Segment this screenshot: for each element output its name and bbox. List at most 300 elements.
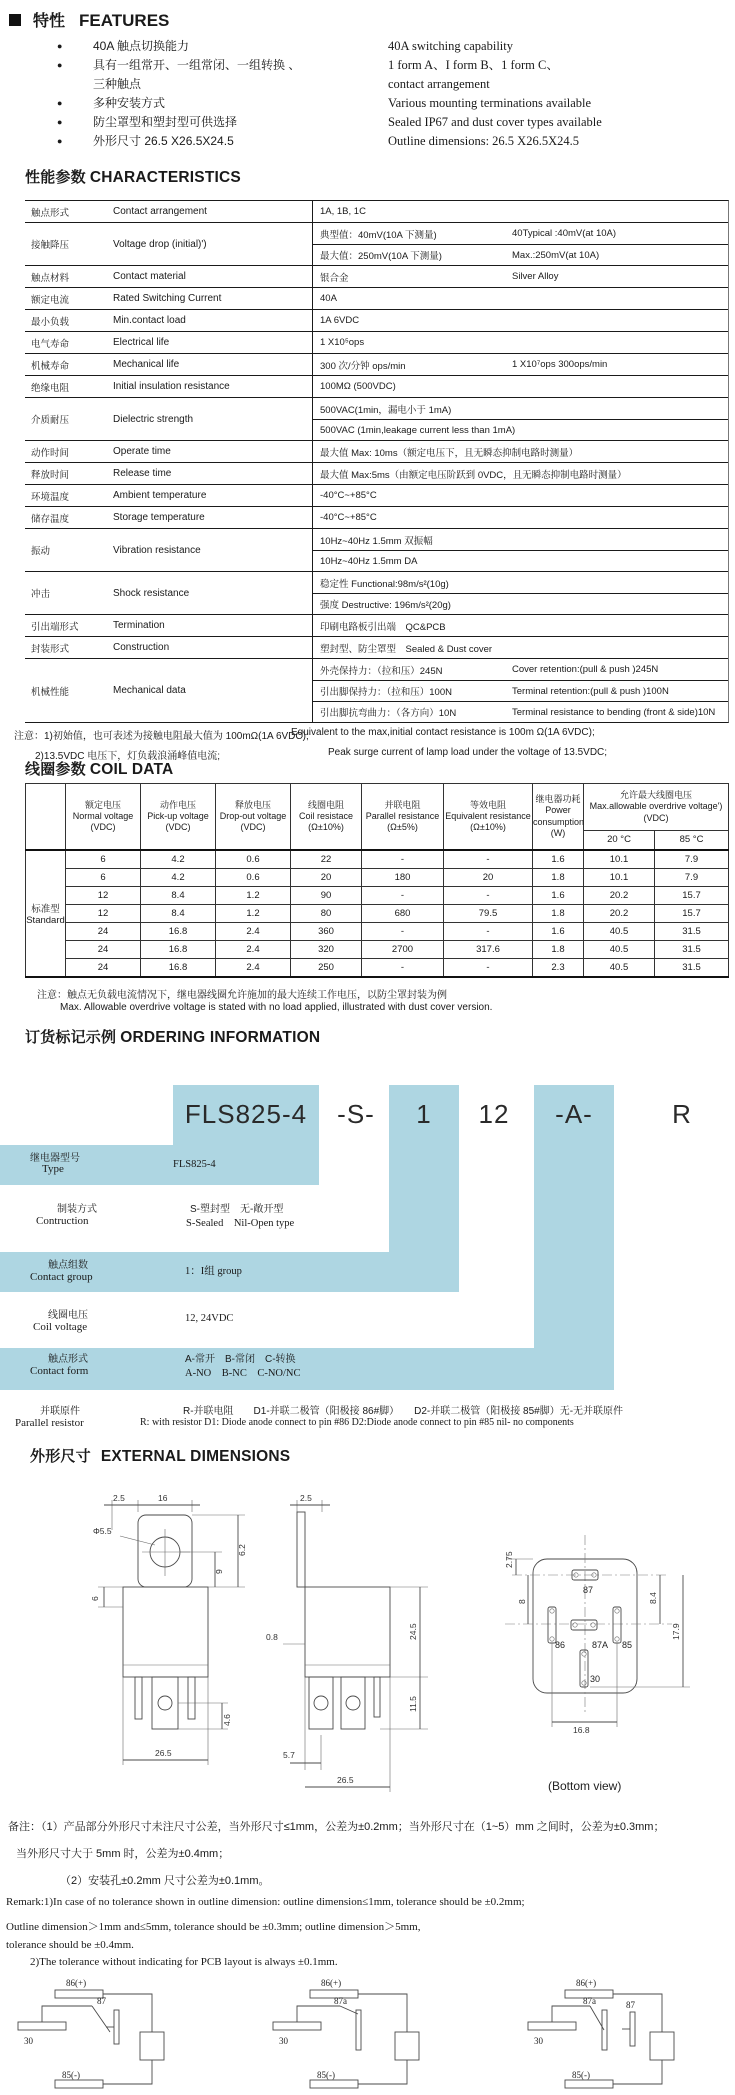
char-value-cell: 最大值：250mV(10A 下测量) [320,251,442,262]
char-value-row [313,419,728,440]
characteristics-note2-en: Peak surge current of lamp load under the voltage of 13.5VDC; [328,747,608,758]
coil-value-cell: 20 [291,869,362,887]
code-segment-form: -A- [555,1098,593,1129]
ordering-form-desc-zh: A-常开 B-常闭 C-转换 [185,1354,296,1365]
char-value-row [313,701,728,722]
char-label-zh: 额定电流 [31,294,70,306]
char-table-row [25,265,728,287]
coil-value-cell: - [444,959,533,978]
char-label-zh: 引出端形式 [31,621,79,633]
ordering-title-zh: 订货标记示例 [25,1029,117,1046]
char-value-cell: 100MΩ (500VDC) [320,381,396,392]
char-value-row [313,376,728,397]
coil-value-cell: 1.6 [533,850,584,869]
char-row-values [312,201,728,222]
coil-value-cell: 6 [66,869,141,887]
char-row-values [312,637,728,658]
ordering-title-en: ORDERING INFORMATION [120,1029,321,1046]
characteristics-title-zh: 性能参数 [25,169,86,186]
coil-header-dropout-zh: 释放电压 [234,799,271,810]
coil-value-cell: 79.5 [444,905,533,923]
ordering-form-zh: 触点形式 [48,1354,88,1365]
coil-header-group [26,784,66,851]
char-label-zh: 环境温度 [31,491,70,503]
char-label-en: Storage temperature [113,512,205,523]
d1-label-87: 87 [97,1996,106,2006]
char-label-zh: 接触降压 [31,240,70,251]
coil-value-cell: - [444,850,533,869]
char-value-row [313,680,728,701]
char-value-cell: 最大值 Max:5ms（由额定电压阶跃到 0VDC，且无瞬态抑制电路时测量） [320,469,627,481]
char-row-labels [25,659,312,722]
bullet-icon: ● [57,41,63,51]
coil-value-cell: 1.8 [533,905,584,923]
coil-header-coilres-unit: (Ω±10%) [308,822,344,833]
coil-value-cell: 10.1 [584,869,655,887]
char-label-en: Termination [113,620,165,631]
char-value-row [313,244,728,265]
section-square-icon [9,14,21,26]
coil-value-cell: 7.9 [655,850,729,869]
char-row-labels [25,463,312,484]
char-row-labels [25,485,312,506]
coil-table-row [26,850,729,869]
coil-value-cell: 2.4 [216,959,291,978]
bottom-view-drawing [504,1535,690,1793]
coil-value-cell: 250 [291,959,362,978]
char-value-cell: -40°C~+85°C [320,512,377,523]
characteristics-note1-en: Equivalent to the max,initial contact resistance is 100m Ω(1A 6VDC); [291,727,595,738]
char-value-cell: 强度 Destructive: 196m/s²(20g) [320,600,451,611]
coil-header-eqres-unit: (Ω±10%) [470,822,506,833]
features-header [9,8,169,31]
code-segment-voltage: 12 [478,1098,510,1129]
front-dim-hole: Φ5.5 [93,1526,112,1536]
char-row-labels [25,223,312,265]
char-label-en: Ambient temperature [113,490,207,501]
coil-value-cell: 12 [66,905,141,923]
bullet-icon: ● [57,60,63,70]
side-dim-5-7: 5.7 [283,1750,295,1760]
char-label-zh: 机械性能 [31,686,70,698]
ordering-group-en: Contact group [30,1271,93,1283]
bottom-dim-8: 8 [517,1599,527,1604]
ordering-construction-en: Contruction [36,1215,89,1227]
coil-value-cell: 4.2 [141,850,216,869]
char-value-cell: 外壳保持力：（拉和压）245N [320,665,443,677]
char-value-cell: -40°C~+85°C [320,490,377,501]
front-view-drawing [90,1493,247,1765]
char-row-values [312,485,728,506]
coil-value-cell: 90 [291,887,362,905]
char-label-en: Electrical life [113,337,170,348]
char-value-cell: 1 X10⁵ops [320,337,365,348]
wiring-diagram-form-c [528,1978,674,2088]
char-value-row [313,332,728,353]
coil-value-cell: 0.6 [216,850,291,869]
characteristics-note2-zh: 2)13.5VDC 电压下，灯负载浪涌峰值电流; [35,751,221,762]
bottom-pin-87a-label: 87A [592,1640,609,1650]
coil-value-cell: 317.6 [444,941,533,959]
coil-value-cell: 10.1 [584,850,655,869]
char-row-labels [25,572,312,614]
bottom-dim-17-9: 17.9 [671,1623,681,1640]
coil-header-85c: 85 °C [655,831,729,851]
char-value-row [313,615,728,636]
coil-value-cell: 31.5 [655,923,729,941]
ordering-form-en: Contact form [30,1365,89,1377]
d2-label-87a: 87a [334,1996,347,2006]
coil-header-power-zh: 继电器功耗 [535,794,581,804]
coil-value-cell: 1.8 [533,941,584,959]
char-value-cell: 300 次/分钟 ops/min [320,360,406,372]
char-row-values [312,288,728,309]
coil-value-cell: 15.7 [655,905,729,923]
coil-value-cell: 24 [66,959,141,978]
char-value-cell: 稳定性 Functional:98m/s²(10g) [320,578,449,590]
feature-text-zh: 三种触点 [93,77,142,91]
coil-value-cell: 15.7 [655,887,729,905]
char-row-values [312,398,728,440]
front-dim-16: 16 [158,1493,168,1503]
coil-table-row [26,941,729,959]
side-dim-2-5: 2.5 [300,1493,312,1503]
char-row-values [312,441,728,462]
coil-value-cell: 22 [291,850,362,869]
coil-header-eqres-en: Equivalent resistance [445,810,531,821]
d3-label-86: 86(+) [576,1978,597,1988]
char-value-cell-en: Silver Alloy [512,271,559,282]
ordering-diagram [0,1060,735,1445]
d1-label-85: 85(-) [62,2070,80,2080]
coil-header-20c: 20 °C [584,831,655,851]
ordering-header [25,1026,320,1047]
char-table-row [25,528,728,571]
char-value-row [313,398,728,419]
char-row-values [312,376,728,397]
coil-header-normal-en: Normal voltage [72,810,134,821]
char-row-labels [25,332,312,353]
char-table-row [25,309,728,331]
d1-label-30: 30 [24,2036,33,2046]
code-segment-type: FLS825-4 [184,1098,308,1129]
remark-zh-line1: 备注：（1）产品部分外形尺寸未注尺寸公差，当外形尺寸≤1mm，公差为±0.2mm；当外形尺寸在（1~5）mm 之间时，公差为±0.3mm； [8,1821,665,1833]
char-row-labels [25,288,312,309]
coil-value-cell: 20.2 [584,905,655,923]
char-value-cell: 塑封型、防尘罩型 Sealed & Dust cover [320,643,493,655]
char-value-cell: 引出脚抗弯曲力：（各方向）10N [320,708,457,719]
char-value-cell-en: 1 X10⁷ops 300ops/min [512,359,608,370]
char-label-en: Mechanical life [113,359,180,370]
char-label-en: Min.contact load [113,315,186,326]
side-dim-24-5: 24.5 [408,1623,418,1640]
char-table-row [25,397,728,440]
dimensions-title-zh: 外形尺寸 [30,1448,91,1465]
coil-value-cell: 16.8 [141,959,216,978]
char-label-en: Dielectric strength [113,413,194,425]
char-label-zh: 储存温度 [31,513,70,525]
feature-item [0,75,735,94]
char-label-en: Operate time [113,446,171,457]
ordering-group-zh: 触点组数 [48,1260,88,1271]
coil-table-row [26,959,729,978]
char-value-cell: 500VAC (1min,leakage current less than 1mA) [320,424,516,436]
bottom-dim-16-8: 16.8 [573,1725,590,1735]
char-value-cell: 典型值：40mV(10A 下测量) [320,229,437,241]
d1-label-86: 86(+) [66,1978,87,1988]
ordering-row-band-form [0,1348,614,1390]
coil-value-cell: 12 [66,887,141,905]
bullet-icon: ● [57,98,63,108]
char-row-labels [25,201,312,222]
coil-header-coilres-en: Coil resistace [298,810,354,821]
ordering-parallel-desc-en: R: with resistor D1: Diode anode connect to pin #86 D2:Diode anode connect to pin #85 nil- no components [140,1417,574,1428]
bottom-dim-8-4: 8.4 [648,1592,658,1604]
wiring-diagrams [0,1972,735,2095]
d3-label-87: 87 [626,2000,635,2010]
char-row-values [312,266,728,287]
coil-header-maxv-en: Max.allowable overdrive voltage') (VDC) [589,801,723,823]
d2-label-30: 30 [279,2036,288,2046]
coil-header-dropout-en: Drop-out voltage [219,810,287,821]
feature-item [0,56,735,75]
ordering-voltage-en: Coil voltage [33,1321,88,1333]
ordering-group-desc: 1：I组 group [185,1266,242,1277]
coil-header-maxv-zh: 允许最大线圈电压 [619,790,692,801]
char-label-zh: 触点材料 [31,272,70,284]
char-value-row [313,354,728,375]
feature-text-en: Various mounting terminations available [388,96,592,110]
char-label-zh: 动作时间 [31,447,70,459]
coil-value-cell: 20.2 [584,887,655,905]
remark-zh-line3: （2）安装孔±0.2mm 尺寸公差为±0.1mm。 [60,1875,270,1887]
coil-value-cell: 1.2 [216,905,291,923]
coil-value-cell: 2.4 [216,941,291,959]
coil-header-eqres [444,784,533,851]
front-dim-6-2: 6.2 [237,1544,247,1556]
char-value-cell: 1A, 1B, 1C [320,206,366,217]
char-table-row [25,506,728,528]
coil-value-cell: 16.8 [141,923,216,941]
char-label-zh: 冲击 [31,589,51,600]
coil-group-label-en: Standard [26,915,65,926]
char-label-en: Rated Switching Current [113,293,222,304]
coil-value-cell: 8.4 [141,905,216,923]
ordering-construction-zh: 制装方式 [57,1204,97,1215]
char-value-row [313,550,728,571]
char-row-values [312,463,728,484]
side-dim-26-5: 26.5 [337,1775,354,1785]
coil-value-cell: 24 [66,923,141,941]
front-dim-4-6: 4.6 [222,1714,232,1726]
dimensions-title-en: EXTERNAL DIMENSIONS [100,1448,291,1465]
coil-header-dropout [216,784,291,851]
coil-value-cell: 24 [66,941,141,959]
coil-value-cell: 0.6 [216,869,291,887]
char-value-cell: 印刷电路板引出端 QC&PCB [320,621,446,633]
char-value-row [313,593,728,614]
char-row-labels [25,441,312,462]
ordering-type-zh: 继电器型号 [30,1153,80,1164]
coil-header [25,758,173,779]
coil-value-cell: 2700 [362,941,444,959]
d2-label-86: 86(+) [321,1978,342,1988]
characteristics-note-line1 [14,727,595,742]
coil-table-body [26,850,729,977]
char-value-row [313,463,728,484]
feature-text-zh: 多种安装方式 [93,96,166,110]
char-label-zh: 触点形式 [31,207,70,219]
coil-value-cell: - [362,923,444,941]
feature-text-en: 40A switching capability [388,39,513,53]
coil-group-label-zh: 标准型 [31,904,60,915]
dimensions-header [30,1445,290,1466]
coil-value-cell: 680 [362,905,444,923]
char-table-row [25,201,728,222]
char-table-row [25,375,728,397]
coil-data-table [25,783,729,978]
char-row-values [312,572,728,614]
char-label-zh: 绝缘电阻 [31,382,70,394]
coil-header-parres-zh: 并联电阻 [384,799,421,810]
ordering-parallel-desc-zh: R-并联电阻 D1-并联二极管（阳极接 86#脚） D2-并联二极管（阳极接 85#脚）无-无并联原件 [183,1406,624,1417]
bottom-pin-85-label: 85 [622,1640,633,1650]
char-row-labels [25,637,312,658]
char-value-row [313,201,728,222]
char-label-zh: 最小负载 [31,316,70,328]
characteristics-table [25,200,729,723]
ordering-form-desc-en: A-NO B-NC C-NO/NC [185,1368,301,1379]
coil-value-cell: 8.4 [141,887,216,905]
char-value-row [313,288,728,309]
coil-value-cell: 31.5 [655,959,729,978]
coil-header-normal [66,784,141,851]
d3-label-87a: 87a [583,1996,596,2006]
char-label-en: Vibration resistance [113,544,201,556]
coil-header-normal-zh: 额定电压 [84,799,121,810]
coil-header-maxv [584,784,729,831]
coil-value-cell: 40.5 [584,941,655,959]
feature-text-zh: 40A 触点切换能力 [93,39,190,53]
coil-header-pickup-en: Pick-up voltage [147,810,209,821]
ordering-voltage-desc: 12, 24VDC [185,1313,234,1324]
coil-title-en: COIL DATA [89,761,174,778]
char-table-row [25,462,728,484]
coil-value-cell: 7.9 [655,869,729,887]
characteristics-header [25,166,241,187]
char-table-row [25,658,728,722]
char-row-values [312,354,728,375]
char-label-zh: 介质耐压 [31,415,70,426]
char-row-values [312,659,728,722]
bottom-dim-2-75: 2.75 [504,1551,514,1568]
feature-text-zh: 外形尺寸 26.5 X26.5X24.5 [93,134,234,148]
ordering-parallel-en: Parallel resistor [15,1417,84,1429]
coil-header-power [533,784,584,851]
ordering-type-desc: FLS825-4 [173,1159,216,1170]
features-list [0,37,735,151]
coil-value-cell: 1.8 [533,869,584,887]
coil-value-cell: 31.5 [655,941,729,959]
d3-label-85: 85(-) [572,2070,590,2080]
feature-text-en: Sealed IP67 and dust cover types available [388,115,602,129]
char-row-labels [25,376,312,397]
char-label-zh: 封装形式 [31,643,70,655]
char-value-cell-en: Max.:250mV(at 10A) [512,249,600,261]
coil-header-coilres-zh: 线圈电阻 [307,799,344,810]
coil-group-cell [26,850,66,977]
features-title-en: FEATURES [79,11,170,30]
coil-header-pickup-zh: 动作电压 [159,799,196,810]
features-title-zh: 特性 [33,13,66,30]
remark-en-line1: Remark:1)In case of no tolerance shown in outline dimension: outline dimension≤1mm, tolerance should be ±0.2mm; [6,1896,525,1908]
char-table-row [25,331,728,353]
char-table-row [25,614,728,636]
char-table-row [25,571,728,614]
char-value-row [313,310,728,331]
coil-value-cell: 16.8 [141,941,216,959]
coil-header-parres-en: Parallel resistance [365,810,440,821]
d3-label-30: 30 [534,2036,543,2046]
coil-value-cell: 20 [444,869,533,887]
coil-value-cell: 80 [291,905,362,923]
code-segment-group: 1 [416,1098,432,1129]
char-value-cell-en: Cover retention:(pull & push )245N [512,664,659,675]
bullet-icon: ● [57,117,63,127]
char-table-row [25,287,728,309]
char-label-en: Initial insulation resistance [113,381,230,392]
coil-value-cell: - [444,923,533,941]
char-value-cell-en: 40Typical :40mV(at 10A) [512,228,617,239]
feature-item [0,113,735,132]
char-value-row [313,659,728,680]
coil-value-cell: 40.5 [584,959,655,978]
bullet-icon: ● [57,136,63,146]
char-row-labels [25,507,312,528]
char-row-values [312,223,728,265]
coil-table-row [26,923,729,941]
ordering-construction-desc-en: S-Sealed Nil-Open type [186,1218,295,1229]
char-table-row [25,440,728,462]
char-value-cell: 10Hz~40Hz 1.5mm DA [320,555,418,567]
feature-text-en: 1 form A、I form B、1 form C、 [388,58,559,72]
char-label-en: Mechanical data [113,685,186,696]
char-value-row [313,637,728,658]
remark-en-line2: Outline dimension＞1mm and≤5mm, tolerance should be ±0.3mm; outline dimension＞5mm, [6,1921,421,1933]
remark-en-line3: tolerance should be ±0.4mm. [6,1939,134,1951]
coil-note-zh: 注意：触点无负载电流情况下，继电器线圈允许施加的最大连续工作电压，以防尘罩封装为例 [37,990,447,1001]
coil-value-cell: - [444,887,533,905]
coil-value-cell: 6 [66,850,141,869]
coil-note-en: Max. Allowable overdrive voltage is stated with no load applied, illustrated with dust cover version. [60,1002,493,1013]
char-row-labels [25,615,312,636]
char-label-zh: 振动 [31,546,51,557]
char-value-cell: 1A 6VDC [320,315,360,326]
char-value-row [313,441,728,462]
char-table-row [25,636,728,658]
coil-title-zh: 线圈参数 [25,761,86,778]
char-value-cell: 10Hz~40Hz 1.5mm 双振幅 [320,535,433,547]
coil-header-pickup-unit: (VDC) [165,822,191,833]
coil-header-normal-unit: (VDC) [90,822,116,833]
side-dim-0-8: 0.8 [266,1632,278,1642]
front-dim-2-5: 2.5 [113,1493,125,1503]
char-value-cell-en: Terminal retention:(pull & push )100N [512,685,669,697]
side-dim-11-5: 11.5 [408,1696,418,1712]
coil-header-coilres [291,784,362,851]
characteristics-note1-zh: 注意：1)初始值，也可表述为接触电阻最大值为 100mΩ(1A 6VDC); [14,731,309,742]
char-row-values [312,615,728,636]
